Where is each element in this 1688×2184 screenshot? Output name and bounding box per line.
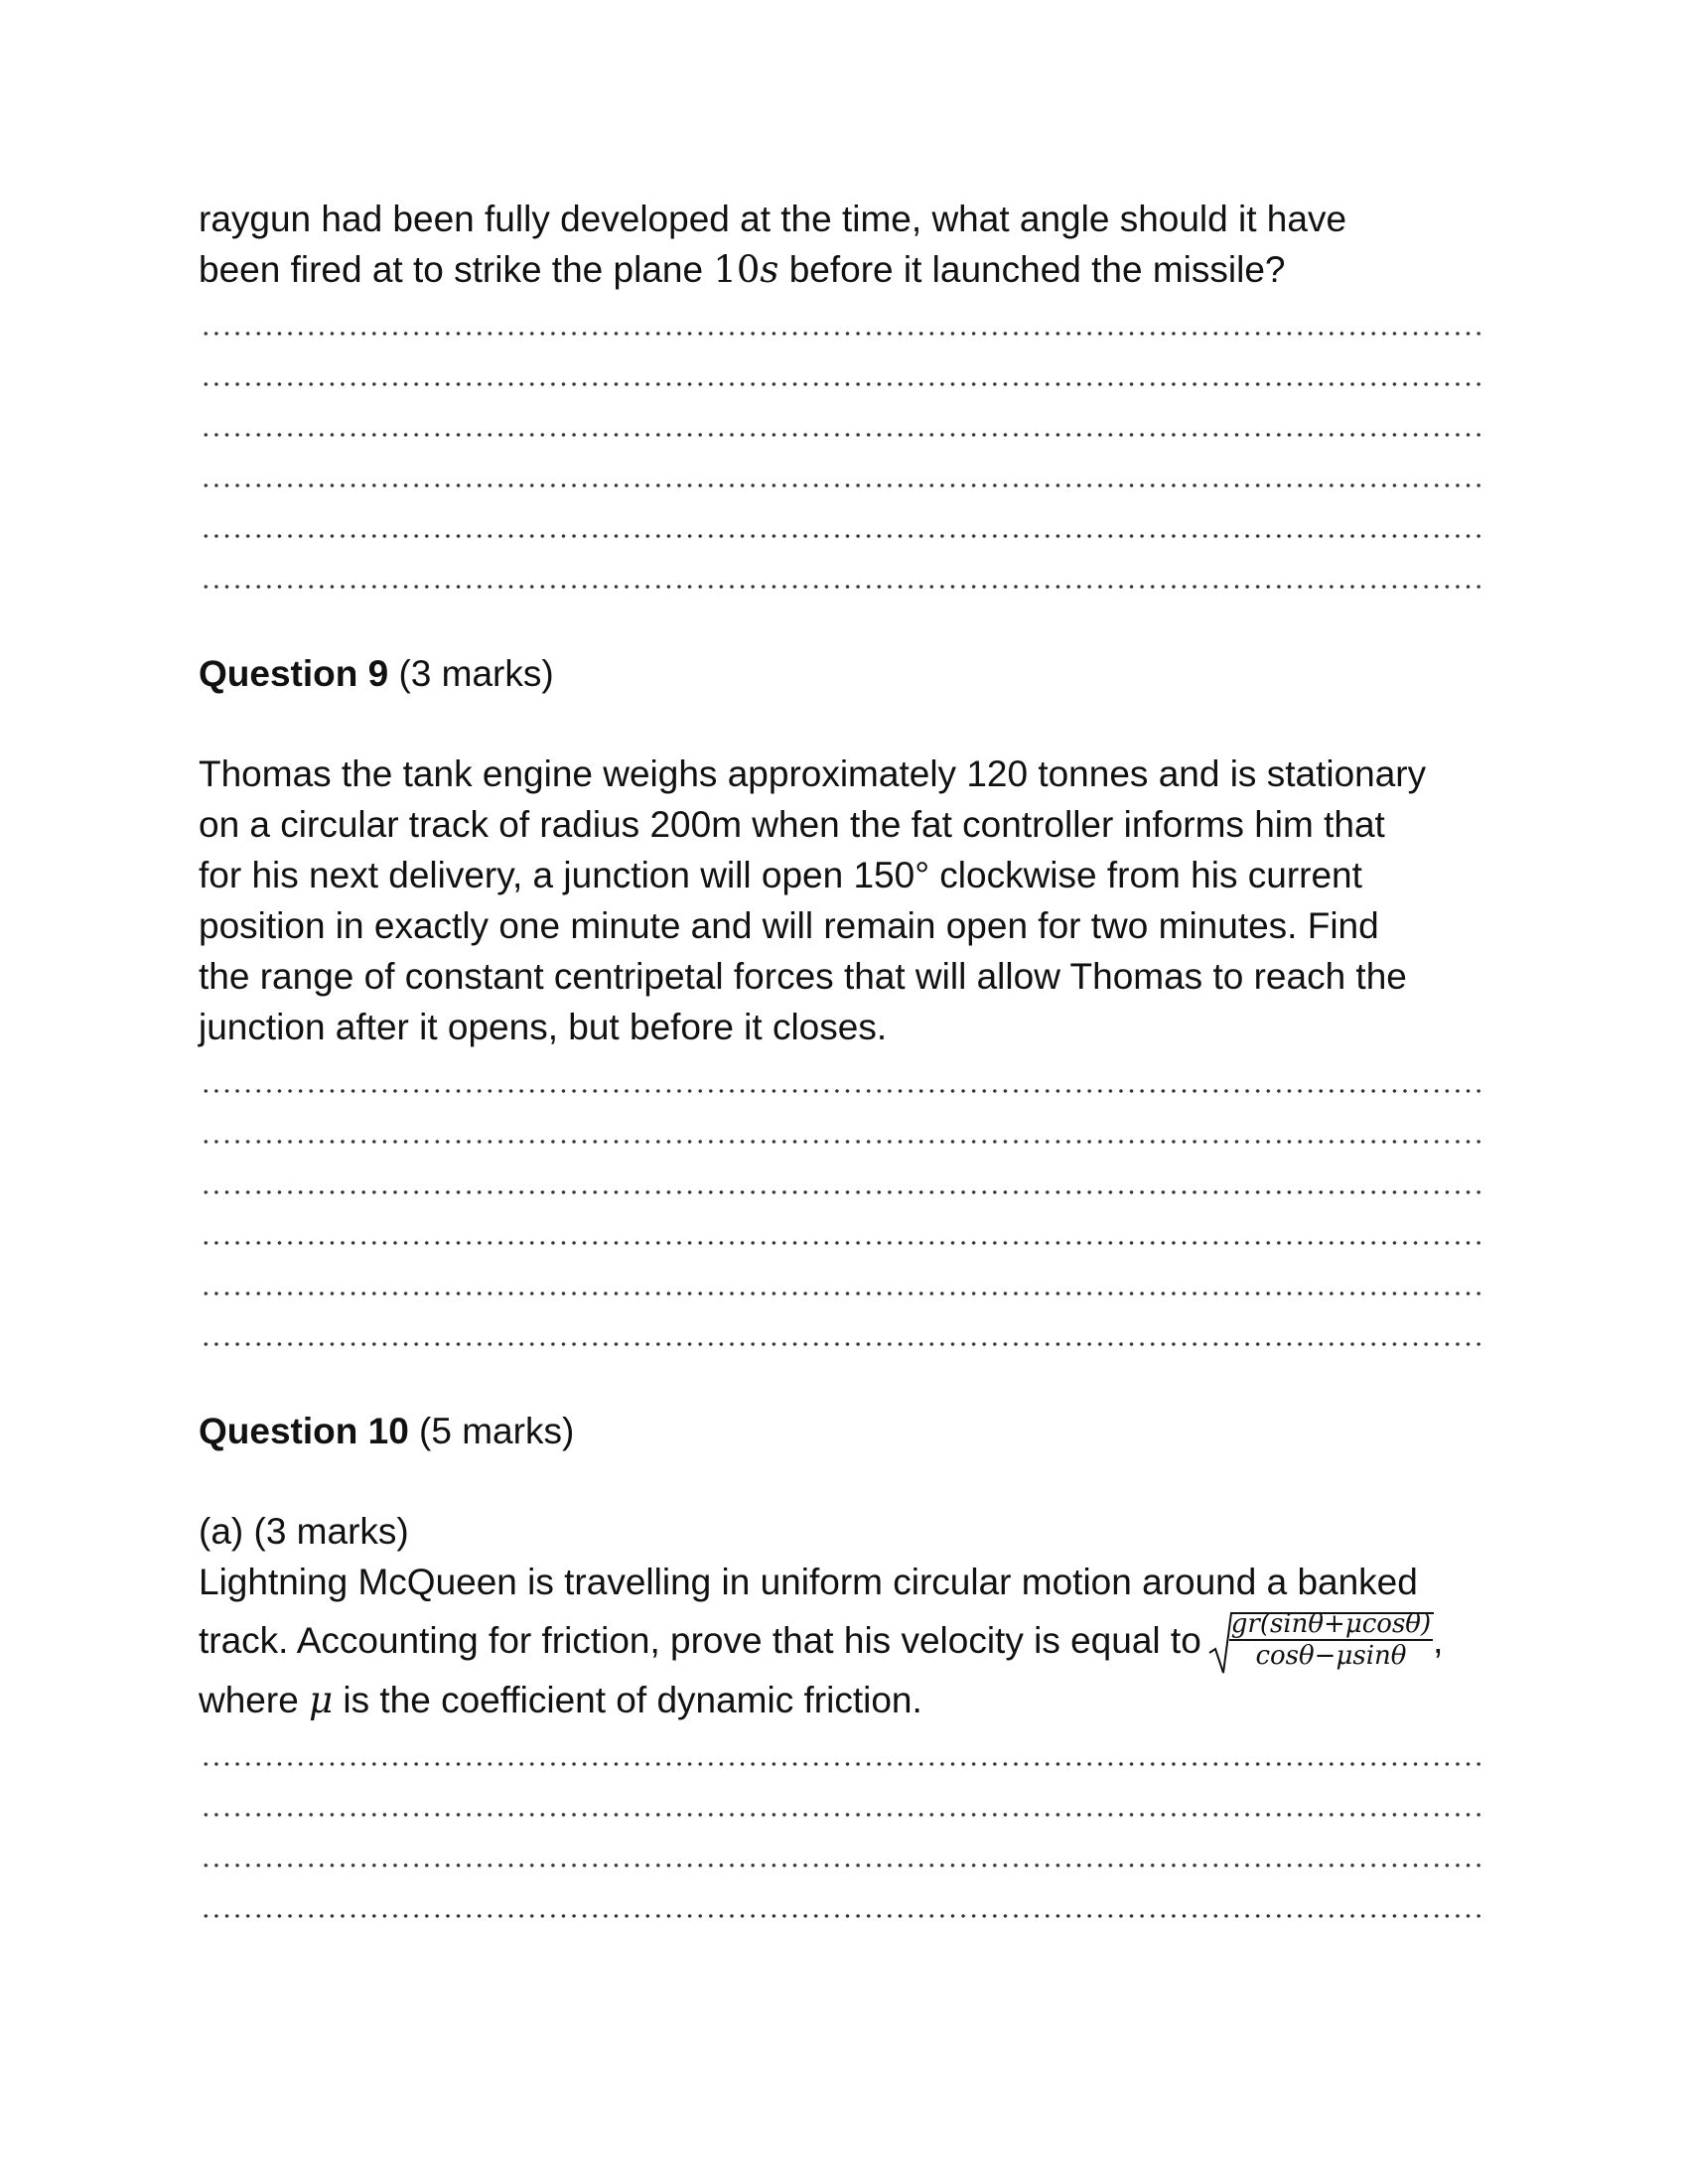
formula-numerator: gr(sinθ+μcosθ) bbox=[1230, 1609, 1432, 1640]
formula-denominator: cosθ−μsinθ bbox=[1255, 1641, 1407, 1672]
q10-part-a bbox=[199, 1506, 1489, 1725]
q10-heading bbox=[199, 1406, 1489, 1456]
q8-math-unit: s bbox=[760, 248, 779, 291]
answer-line[interactable] bbox=[199, 345, 1484, 396]
answer-line[interactable] bbox=[199, 1725, 1484, 1776]
q10-line-1: Lightning McQueen is travelling in uniform circular motion around a banked bbox=[199, 1562, 1418, 1602]
answer-line[interactable] bbox=[199, 548, 1484, 599]
q9-heading bbox=[199, 648, 1489, 699]
answer-line[interactable] bbox=[199, 1827, 1484, 1877]
q8-math-number: 10 bbox=[713, 248, 761, 291]
q9-line: Thomas the tank engine weighs approximately 120 tonnes and is stationary bbox=[199, 753, 1427, 794]
q10-answer-lines bbox=[199, 1725, 1489, 1928]
q9-answer-lines bbox=[199, 1052, 1489, 1356]
answer-line[interactable] bbox=[199, 447, 1484, 497]
q8-answer-lines bbox=[199, 295, 1489, 599]
answer-line[interactable] bbox=[199, 1154, 1484, 1204]
q9-line: position in exactly one minute and will remain open for two minutes. Find bbox=[199, 905, 1379, 946]
q9-line: the range of constant centripetal forces that will allow Thomas to reach the bbox=[199, 956, 1407, 997]
q8-continued-text bbox=[199, 194, 1489, 295]
q9-title: Question 9 bbox=[199, 653, 389, 694]
q9-line: for his next delivery, a junction will open 150° clockwise from his current bbox=[199, 855, 1362, 895]
answer-line[interactable] bbox=[199, 1204, 1484, 1255]
q8-line-2-post: before it launched the missile? bbox=[778, 249, 1286, 290]
answer-line[interactable] bbox=[199, 1103, 1484, 1154]
q9-body bbox=[199, 749, 1489, 1052]
answer-line[interactable] bbox=[199, 497, 1484, 548]
q10-line-3-post: is the coefficient of dynamic friction. bbox=[333, 1680, 922, 1720]
q10-part-a-label: (a) (3 marks) bbox=[199, 1511, 409, 1552]
q10-line-2-pre: track. Accounting for friction, prove that his velocity is equal to bbox=[199, 1620, 1201, 1661]
q9-line: on a circular track of radius 200m when the fat controller informs him that bbox=[199, 804, 1385, 845]
q8-line-1: raygun had been fully developed at the time, what angle should it have bbox=[199, 199, 1347, 239]
q9-line: junction after it opens, but before it closes. bbox=[199, 1007, 888, 1047]
exam-page bbox=[199, 194, 1489, 1928]
sqrt-sign-icon bbox=[1207, 1609, 1436, 1677]
q8-line-2-pre: been fired at to strike the plane bbox=[199, 249, 714, 290]
q10-line-3-pre: where bbox=[199, 1680, 310, 1720]
answer-line[interactable] bbox=[199, 295, 1484, 345]
answer-line[interactable] bbox=[199, 1255, 1484, 1305]
q10-marks: (5 marks) bbox=[408, 1411, 575, 1451]
answer-line[interactable] bbox=[199, 1776, 1484, 1827]
answer-line[interactable] bbox=[199, 1305, 1484, 1356]
answer-line[interactable] bbox=[199, 1877, 1484, 1928]
q10-line-2-post: , bbox=[1433, 1620, 1444, 1661]
mu-symbol: μ bbox=[309, 1679, 334, 1721]
answer-line[interactable] bbox=[199, 396, 1484, 447]
q9-marks: (3 marks) bbox=[388, 653, 554, 694]
velocity-formula bbox=[1207, 1609, 1433, 1677]
q10-title: Question 10 bbox=[199, 1411, 409, 1451]
answer-line[interactable] bbox=[199, 1052, 1484, 1103]
